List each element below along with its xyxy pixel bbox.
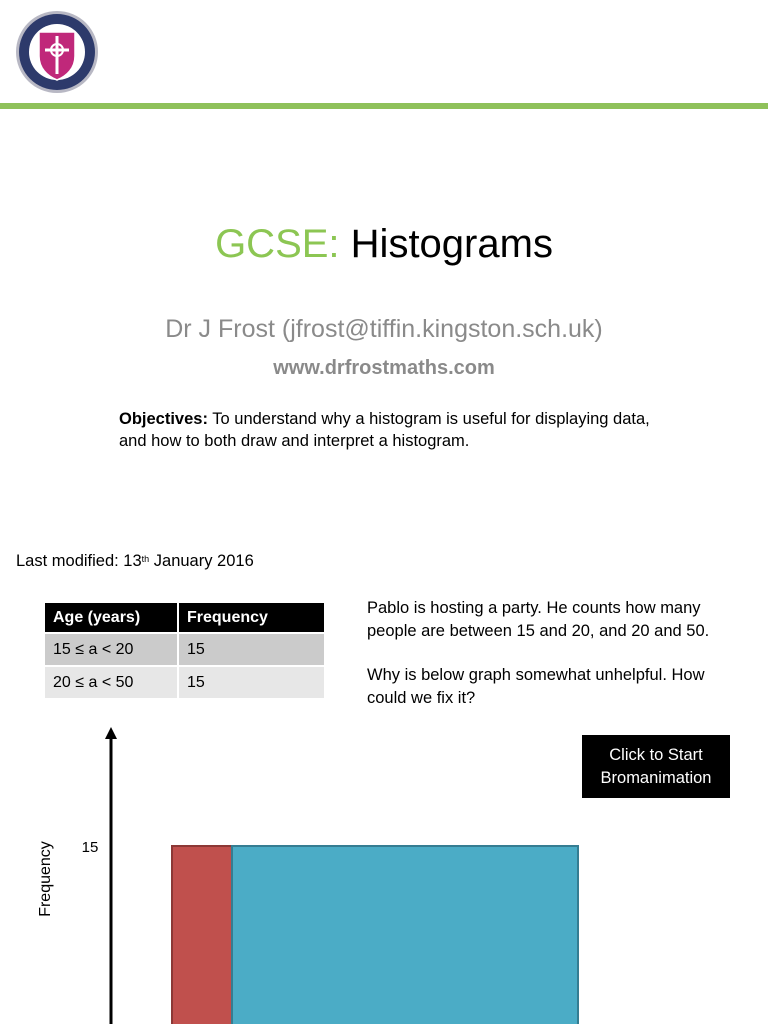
last-modified-date: January 2016 [149, 552, 254, 570]
column-header-age: Age (years) [45, 603, 178, 633]
y-axis-arrow-icon [105, 727, 117, 739]
title-main: Histograms [350, 222, 553, 266]
problem-text: Pablo is hosting a party. He counts how many people are between 15 and 20, and 20 and 50. [367, 599, 710, 640]
start-animation-button[interactable]: Click to Start Bromanimation [582, 735, 730, 798]
table-cell-age: 20 ≤ a < 50 [45, 666, 178, 698]
table-row [45, 633, 324, 666]
question-text: Why is below graph somewhat unhelpful. How could we fix it? [367, 666, 705, 707]
author-line: Dr J Frost (jfrost@tiffin.kingston.sch.uk) [165, 315, 603, 343]
title-prefix: GCSE: [215, 222, 340, 266]
table-cell-frequency: 15 [178, 633, 324, 666]
table-header-row [45, 603, 324, 633]
objectives-text: To understand why a histogram is useful for displaying data, and how to both draw and interpret a histogram. [119, 410, 650, 450]
objectives-label: Objectives: [119, 410, 208, 428]
last-modified-label: Last modified: 13 [16, 552, 142, 570]
header-divider [0, 103, 768, 109]
school-logo [15, 10, 99, 94]
y-axis-label: Frequency [37, 841, 54, 917]
last-modified-suffix: th [141, 554, 150, 564]
table-cell-age: 15 ≤ a < 20 [45, 633, 178, 666]
histogram-bar [172, 846, 232, 1024]
objectives [119, 408, 659, 452]
frequency-table [45, 603, 324, 698]
table-row [45, 666, 324, 698]
slide-title [0, 218, 768, 270]
table-cell-frequency: 15 [178, 666, 324, 698]
histogram-bar [232, 846, 578, 1024]
y-tick-label: 15 [81, 839, 99, 856]
website-link[interactable]: www.drfrostmaths.com [273, 357, 495, 379]
histogram-chart [0, 715, 768, 1024]
column-header-frequency: Frequency [178, 603, 324, 633]
last-modified [16, 548, 254, 572]
